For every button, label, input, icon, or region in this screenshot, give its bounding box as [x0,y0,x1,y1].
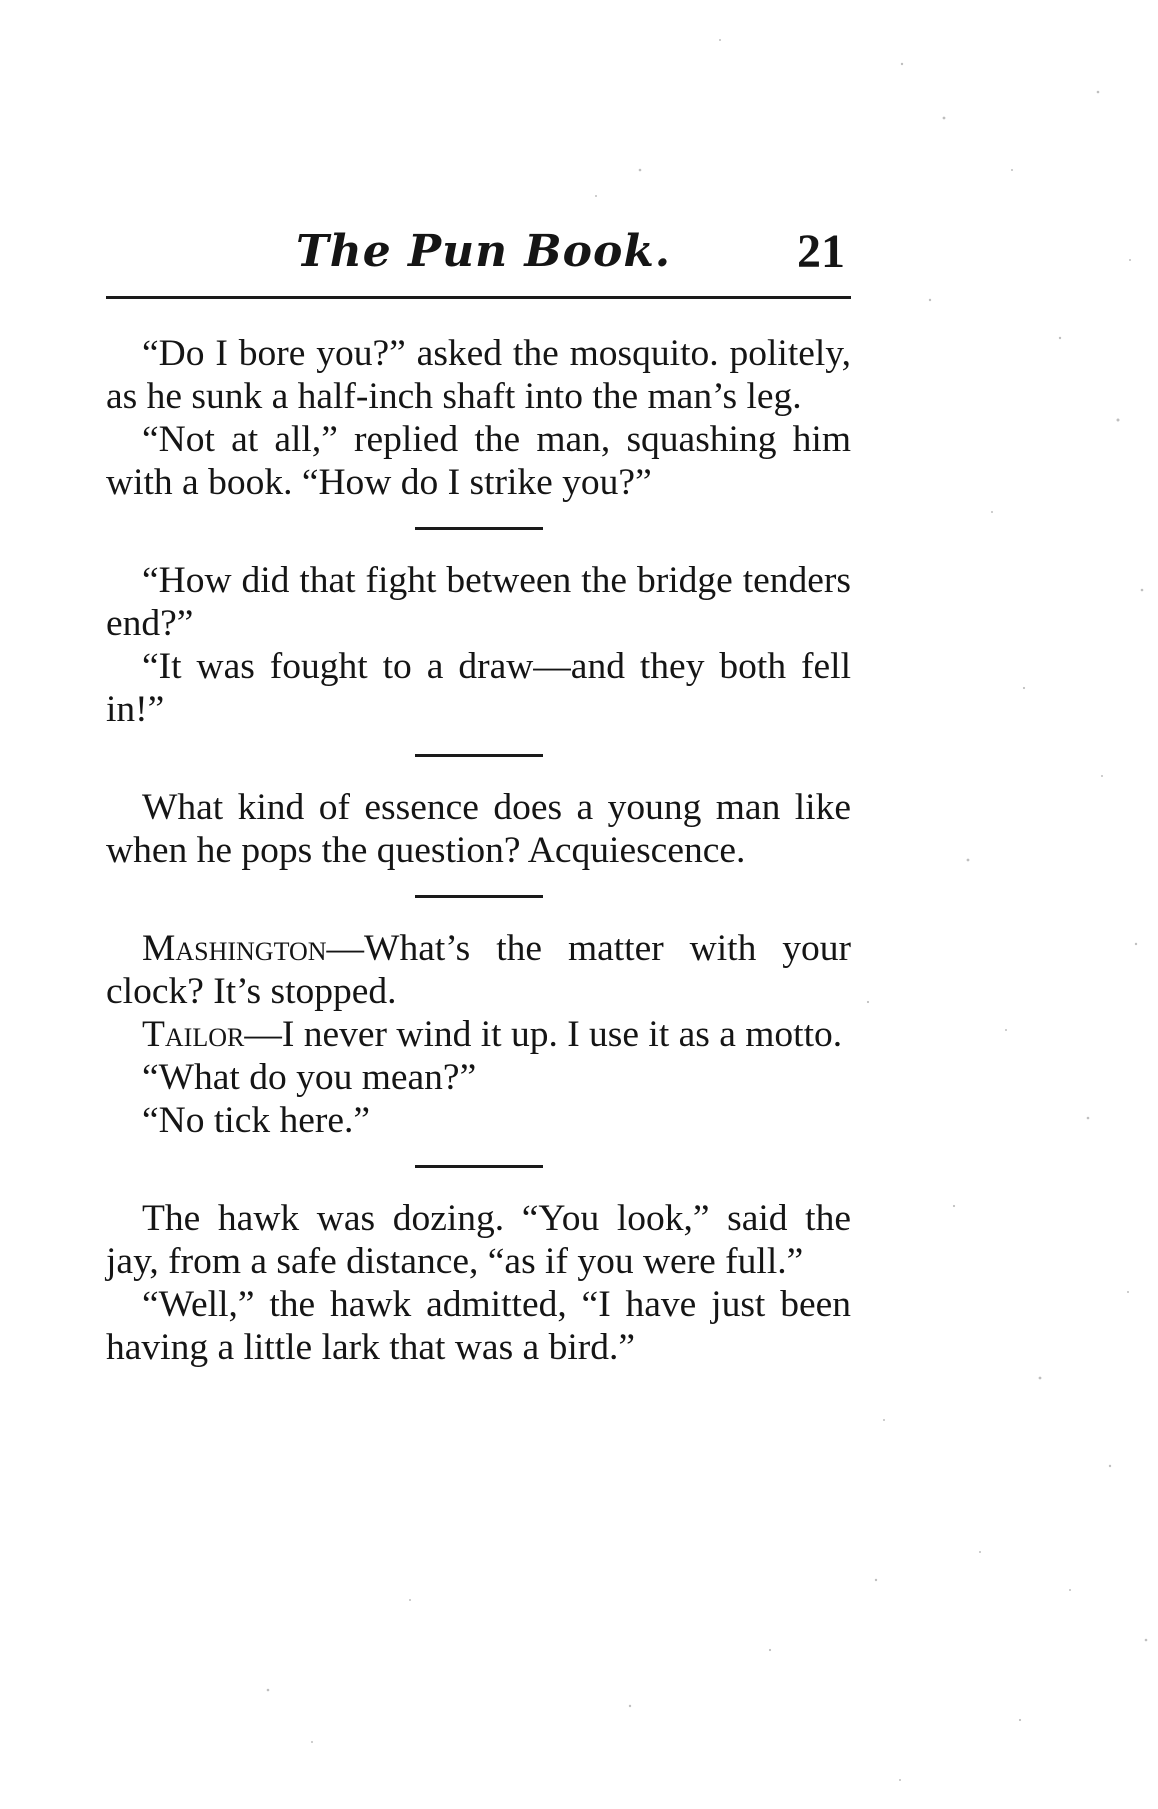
joke-separator [415,527,543,530]
joke-separator [415,1165,543,1168]
dialogue-text: —I never wind it up. I use it as a motto. [244,1014,843,1055]
running-title: The Pun Book. [296,226,672,277]
joke-separator [415,895,543,898]
paragraph: “Do I bore you?” asked the mosquito. politely, as he sunk a half-inch shaft into the man’s leg. [106,333,851,417]
page-body [106,332,851,1369]
dialogue-line [106,1013,851,1056]
dialogue-line: “What do you mean?” [142,1057,477,1098]
joke-bridge-tenders [106,559,851,731]
paragraph: The hawk was dozing. “You look,” said the jay, from a safe distance, “as if you were full.” [106,1198,851,1282]
page-number: 21 [797,225,845,278]
dialogue-line: “No tick here.” [142,1100,371,1141]
running-header [106,218,851,302]
joke-essence [106,786,851,872]
dialogue-text: —What’s the matter with your clock? It’s stopped. [106,928,851,1012]
speaker-name: Tailor [142,1014,245,1055]
paragraph: “How did that fight between the bridge tenders end?” [106,560,851,644]
dialogue-line [106,927,851,1013]
speaker-name: Mashington [142,928,327,969]
paragraph: “It was fought to a draw—and they both fell in!” [106,646,851,730]
joke-clock [106,927,851,1142]
joke-separator [415,754,543,757]
joke-mosquito [106,332,851,504]
joke-hawk [106,1197,851,1369]
paragraph: “Not at all,” replied the man, squashing him with a book. “How do I strike you?” [106,419,851,503]
paragraph: What kind of essence does a young man like when he pops the question? Acquiescence. [106,787,851,871]
header-rule [106,296,851,299]
paragraph: “Well,” the hawk admitted, “I have just been having a little lark that was a bird.” [106,1284,851,1368]
